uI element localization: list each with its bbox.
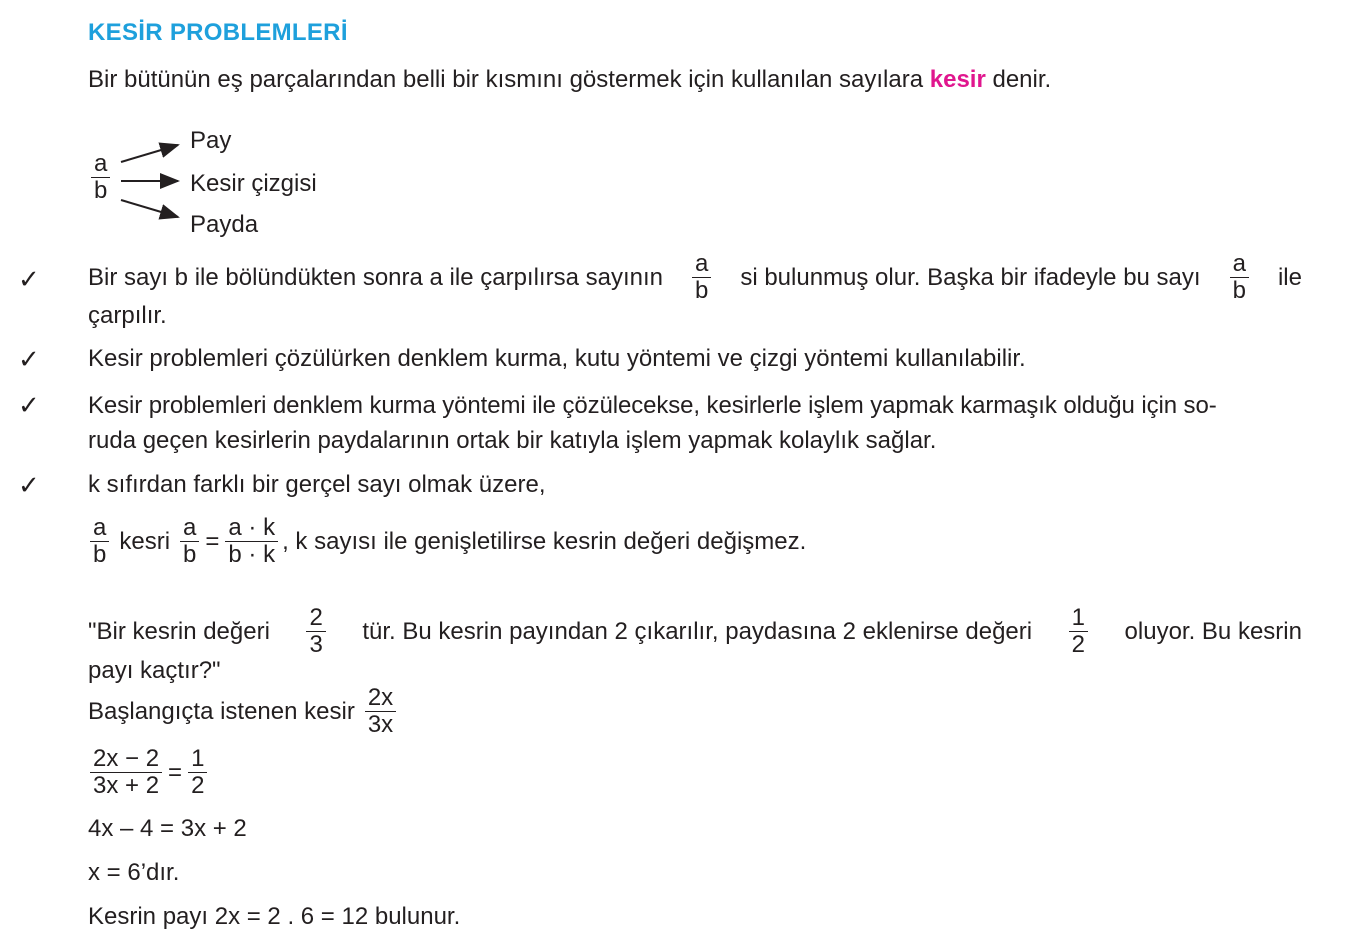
fraction-denominator: 2 bbox=[191, 772, 205, 800]
definition-highlight: kesir bbox=[929, 66, 986, 93]
expansion-fraction-3 bbox=[225, 515, 278, 569]
diagram-label-kesir-cizgisi: Kesir çizgisi bbox=[190, 170, 317, 197]
equation-equals: = bbox=[168, 758, 183, 786]
example-q-part2: tür. Bu kesrin payından 2 çıkarılır, paydasına 2 eklenirse değeri bbox=[362, 617, 1033, 645]
arrow-to-pay bbox=[121, 145, 178, 162]
definition-text-after: denir. bbox=[985, 66, 1052, 93]
bullet-3-line-1: Kesir problemleri denklem kurma yöntemi ile çözülecekse, kesirlerle işlem yapmak karmaşık olduğu için so- bbox=[88, 392, 1217, 419]
diagram-fraction bbox=[91, 151, 110, 205]
example-start-line bbox=[88, 685, 400, 739]
bullet-3-line-2: ruda geçen kesirlerin paydalarının ortak bir katıyla işlem yapmak kolaylık sağlar. bbox=[88, 427, 937, 454]
fraction-numerator: a bbox=[90, 515, 109, 542]
example-step-2: x = 6’dır. bbox=[88, 859, 180, 886]
arrow-to-payda bbox=[121, 200, 178, 217]
check-icon: ✓ bbox=[18, 391, 40, 421]
bullet-1-line-1 bbox=[88, 251, 1302, 305]
check-icon: ✓ bbox=[18, 471, 40, 501]
bullet-2-text: Kesir problemleri çözülürken denklem kurma, kutu yöntemi ve çizgi yöntemi kullanılabilir. bbox=[88, 345, 1026, 372]
diagram-denominator: b bbox=[94, 177, 108, 205]
definition-text-before: Bir bütünün eş parçalarından belli bir kısmını göstermek için kullanılan sayılara bbox=[88, 66, 930, 93]
fraction-numerator: 1 bbox=[1069, 605, 1088, 632]
bullet-1-part2: si bulunmuş olur. Başka bir ifadeyle bu sayı bbox=[740, 263, 1201, 291]
example-q-part3: oluyor. Bu kesrin bbox=[1124, 617, 1302, 645]
diagram-arrows bbox=[118, 140, 193, 225]
example-q-part1: "Bir kesrin değeri bbox=[88, 617, 270, 645]
diagram-label-pay: Pay bbox=[190, 127, 232, 154]
example-fraction-2-3 bbox=[306, 605, 325, 659]
fraction-denominator: 2 bbox=[1071, 631, 1085, 659]
fraction-denominator: 3 bbox=[309, 631, 323, 659]
example-equation bbox=[86, 746, 211, 800]
fraction-denominator: b bbox=[1232, 277, 1246, 305]
fraction-numerator: 2x − 2 bbox=[90, 746, 162, 773]
fraction-numerator: 1 bbox=[188, 746, 207, 773]
example-question-line-1 bbox=[88, 605, 1302, 659]
fraction-denominator: 3x bbox=[367, 711, 394, 739]
bullet-1-fraction-2 bbox=[1230, 251, 1249, 305]
equation-lhs-fraction bbox=[90, 746, 162, 800]
example-result: Kesrin payı 2x = 2 . 6 = 12 bulunur. bbox=[88, 903, 461, 930]
expansion-fraction-2 bbox=[180, 515, 199, 569]
expansion-kesri: kesri bbox=[119, 527, 171, 555]
bullet-1-part3: ile bbox=[1277, 263, 1302, 291]
example-start-fraction bbox=[365, 685, 396, 739]
fraction-numerator: a bbox=[1230, 251, 1249, 278]
expansion-rest: , k sayısı ile genişletilirse kesrin değeri değişmez. bbox=[282, 527, 807, 555]
bullet-4-text: k sıfırdan farklı bir gerçel sayı olmak üzere, bbox=[88, 471, 546, 498]
expansion-fraction-1 bbox=[90, 515, 109, 569]
fraction-numerator: a · k bbox=[225, 515, 278, 542]
check-icon: ✓ bbox=[18, 265, 40, 295]
fraction-denominator: b · k bbox=[228, 541, 276, 569]
equation-rhs-fraction bbox=[188, 746, 207, 800]
example-start-text: Başlangıçta istenen kesir bbox=[88, 697, 355, 725]
definition-paragraph bbox=[88, 66, 1051, 94]
bullet-1-part1: Bir sayı b ile bölündükten sonra a ile çarpılırsa sayının bbox=[88, 263, 663, 291]
fraction-numerator: 2 bbox=[306, 605, 325, 632]
fraction-denominator: b bbox=[93, 541, 107, 569]
diagram-label-payda: Payda bbox=[190, 211, 259, 238]
expansion-formula bbox=[86, 515, 806, 569]
diagram-numerator: a bbox=[91, 151, 110, 178]
bullet-1-line-2: çarpılır. bbox=[88, 302, 167, 329]
fraction-numerator: 2x bbox=[365, 685, 396, 712]
bullet-1-fraction-1 bbox=[692, 251, 711, 305]
fraction-numerator: a bbox=[692, 251, 711, 278]
example-fraction-1-2 bbox=[1069, 605, 1088, 659]
check-icon: ✓ bbox=[18, 345, 40, 375]
fraction-denominator: b bbox=[694, 277, 709, 305]
fraction-numerator: a bbox=[180, 515, 199, 542]
section-title: KESİR PROBLEMLERİ bbox=[88, 19, 348, 46]
expansion-equals: = bbox=[205, 527, 220, 555]
example-question-line-2: payı kaçtır?" bbox=[88, 657, 221, 684]
fraction-denominator: 3x + 2 bbox=[93, 772, 160, 800]
example-step-1: 4x – 4 = 3x + 2 bbox=[88, 815, 247, 842]
fraction-denominator: b bbox=[183, 541, 197, 569]
